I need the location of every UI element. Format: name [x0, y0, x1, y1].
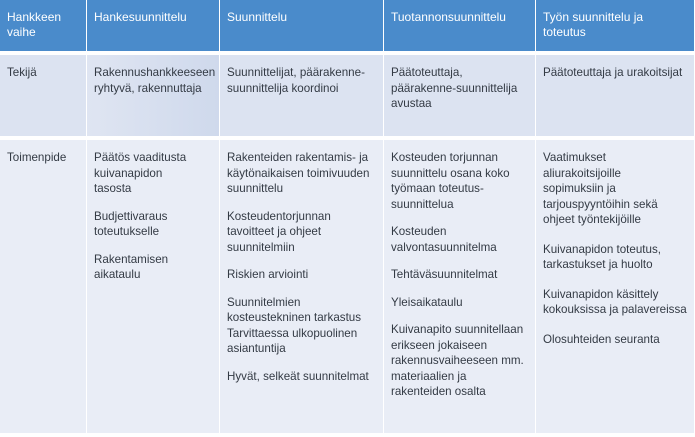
- header-design: [220, 0, 384, 55]
- table-cell: [536, 55, 694, 140]
- header-text-line: Hankesuunnittelu: [94, 10, 187, 24]
- cell-text-line: päärakenne-suunnittelija: [391, 81, 518, 95]
- cell-text-line: Kuivanapidon toteutus,: [543, 242, 661, 256]
- cell-text-line: sopimuksiin ja: [543, 182, 616, 195]
- cell-text-line: toteutukselle: [94, 225, 160, 238]
- list-item: [227, 150, 379, 197]
- header-project-phase: [0, 0, 87, 55]
- cell-text-line: valvontasuunnitelma: [391, 240, 497, 254]
- header-work-planning-execution: [536, 0, 694, 55]
- cell-text-line: Päätös vaaditusta: [94, 151, 187, 164]
- cell-text-line: Yleisaikataulu: [391, 295, 463, 309]
- list-item: [227, 369, 379, 385]
- table-cell: [220, 55, 384, 140]
- row-label-performer: [0, 55, 87, 140]
- list-item: [543, 242, 690, 273]
- cell-text-line: Olosuhteiden seuranta: [543, 332, 660, 346]
- cell-text-line: Päätoteuttaja ja urakoitsijat: [543, 66, 683, 79]
- cell-text-line: Kosteuden: [391, 225, 447, 238]
- list-item: [227, 295, 379, 357]
- cell-text-line: Päätoteuttaja,: [391, 66, 463, 79]
- cell-text-line: Tarvittaessa ulkopuolinen: [227, 326, 358, 340]
- list-item: [94, 150, 215, 197]
- cell-text-line: tarjouspyyntöihin sekä: [543, 197, 658, 211]
- cell-text-line: Kuivanapito suunnitellaan: [391, 323, 524, 336]
- list-item: [227, 267, 379, 283]
- table-row-action: [0, 140, 694, 433]
- table-cell: [536, 140, 694, 433]
- table-cell: [220, 140, 384, 433]
- cell-text-line: Rakennushankkeeseen: [94, 66, 216, 79]
- cell-text-line: aliurakoitsijoille: [543, 166, 621, 180]
- table-cell: [87, 55, 220, 140]
- header-text-line: toteutus: [543, 25, 586, 39]
- cell-text-line: tasosta: [94, 182, 132, 195]
- cell-text-line: suunnittelua: [391, 197, 454, 211]
- header-project-planning: [87, 0, 220, 55]
- header-text-line: Tuotannonsuunnittelu: [391, 10, 506, 24]
- table-header-row: [0, 0, 694, 55]
- list-item: [543, 150, 690, 228]
- list-item: [543, 332, 690, 348]
- list-item: [94, 209, 215, 240]
- list-item: [391, 295, 531, 311]
- cell-text-line: ryhtyvä, rakennuttaja: [94, 81, 202, 95]
- cell-text-line: Suunnittelijat, päärakenne-: [227, 66, 365, 79]
- cell-text-line: työmaan toteutus-: [391, 182, 484, 195]
- cell-text-line: rakenteiden osalta: [391, 385, 486, 398]
- cell-text-line: käytönaikaisen toimivuuden: [227, 166, 370, 180]
- cell-text-line: Suunnitelmien: [227, 295, 301, 309]
- list-item: [391, 267, 531, 283]
- cell-text-line: Budjettivaraus: [94, 209, 168, 223]
- cell-text-line: Riskien arviointi: [227, 268, 309, 281]
- row-label-action: [0, 140, 87, 433]
- table-cell: [87, 140, 220, 433]
- cell-text-line: tarkastukset ja huolto: [543, 258, 653, 271]
- table-cell: [384, 55, 536, 140]
- list-item: [391, 224, 531, 255]
- cell-text-line: Kosteuden torjunnan: [391, 151, 499, 164]
- header-production-planning: [384, 0, 536, 55]
- cell-text-line: erikseen jokaiseen: [391, 338, 488, 352]
- header-text-line: Suunnittelu: [227, 10, 288, 24]
- cell-text-line: ohjeet työntekijöille: [543, 213, 641, 226]
- cell-text-line: tavoitteet ja ohjeet: [227, 225, 322, 238]
- table-row-performer: [0, 55, 694, 140]
- cell-text-line: suunnittelija koordinoi: [227, 81, 339, 95]
- cell-text-line: suunnitelmiin: [227, 240, 295, 254]
- cell-text-line: Kosteudentorjunnan: [227, 209, 331, 223]
- header-text-line: vaihe: [7, 25, 36, 39]
- cell-text-line: asiantuntija: [227, 342, 286, 355]
- cell-text-line: Tehtäväsuunnitelmat: [391, 268, 498, 281]
- list-item: [391, 322, 531, 400]
- cell-text-line: Kuivanapidon käsittely: [543, 287, 659, 301]
- cell-text-line: materiaalien ja: [391, 369, 467, 383]
- row-label-text: Tekijä: [7, 66, 37, 79]
- cell-text-line: suunnittelu: [227, 182, 284, 195]
- cell-text-line: Rakentamisen: [94, 252, 169, 266]
- list-item: [391, 150, 531, 212]
- list-item: [543, 287, 690, 318]
- header-text-line: Työn suunnittelu ja: [543, 10, 644, 24]
- cell-text-line: kuivanapidon: [94, 166, 163, 180]
- list-item: [94, 252, 215, 283]
- cell-text-line: rakennusvaiheeseen mm.: [391, 354, 524, 367]
- cell-text-line: Hyvät, selkeät suunnitelmat: [227, 369, 369, 383]
- cell-text-line: Rakenteiden rakentamis- ja: [227, 151, 369, 164]
- cell-text-line: kosteustekninen tarkastus: [227, 311, 362, 324]
- header-text-line: Hankkeen: [7, 10, 62, 24]
- cell-text-line: aikataulu: [94, 268, 141, 281]
- cell-text-line: suunnittelu osana koko: [391, 166, 510, 180]
- list-item: [227, 209, 379, 256]
- cell-text-line: Vaatimukset: [543, 151, 606, 164]
- table-cell: [384, 140, 536, 433]
- cell-text-line: kokouksissa ja palavereissa: [543, 303, 687, 316]
- cell-text-line: avustaa: [391, 97, 432, 110]
- row-label-text: Toimenpide: [7, 151, 67, 164]
